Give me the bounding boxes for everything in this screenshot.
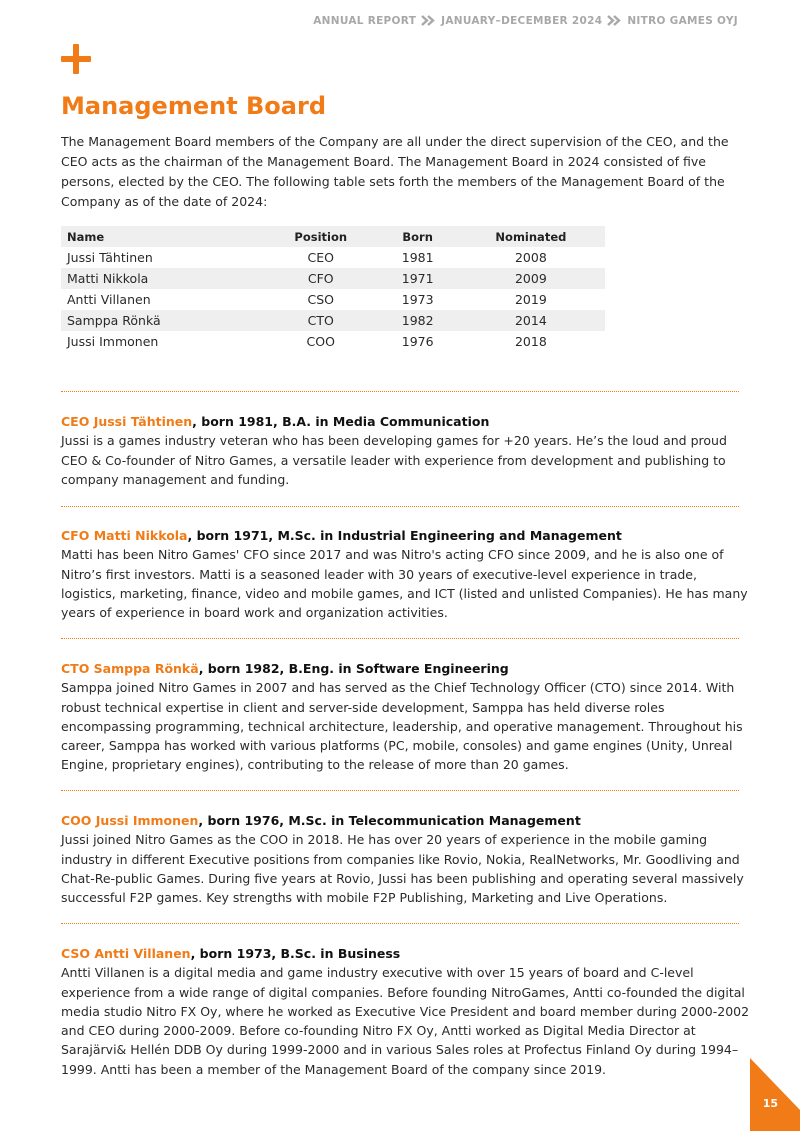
bio-details: , born 1973, B.Sc. in Business xyxy=(190,946,401,961)
table-row xyxy=(61,331,605,352)
bio-text: Jussi is a games industry veteran who has been developing games for +20 years. He’s the loud and proud CEO & Co-founder of Nitro Games, a versatile leader with experience from development and publishing to company management and funding. xyxy=(61,433,727,487)
bio-name: CEO Jussi Tähtinen xyxy=(61,414,193,429)
bio-details: , born 1976, M.Sc. in Telecommunication Management xyxy=(198,813,581,828)
double-chevron-right-icon xyxy=(607,15,622,29)
table-header-row xyxy=(61,226,605,247)
page-title: Management Board xyxy=(61,92,327,120)
column-header-born: Born xyxy=(379,226,457,247)
column-header-position: Position xyxy=(263,226,379,247)
column-header-name: Name xyxy=(61,226,263,247)
bio-heading xyxy=(61,811,751,830)
bio-text: Matti has been Nitro Games' CFO since 2017 and was Nitro's acting CFO since 2009, and he is also one of Nitro’s first investors. Matti is a seasoned leader with 30 years of executive-level experience in trade, logistics, marketing, finance, video and mobile games, and ICT (listed and unlisted Companies). He has many years of experience in board work and organization activities. xyxy=(61,547,748,621)
bio-text: Jussi joined Nitro Games as the COO in 2018. He has over 20 years of experience in the mobile gaming industry in different Executive positions from companies like Rovio, Nokia, RealNetworks, Mr. Goodliving and Chat-Re-public Games. During five years at Rovio, Jussi has been publishing and operating several massively successful F2P games. Key strengths with mobile F2P Publishing, Marketing and Live Operations. xyxy=(61,832,744,906)
cell-nominated: 2009 xyxy=(457,268,605,289)
cell-born: 1973 xyxy=(401,292,434,307)
cell-nominated: 2014 xyxy=(457,310,605,331)
cell-position: CSO xyxy=(307,292,335,307)
cell-name: Matti Nikkola xyxy=(61,268,263,289)
bio-heading xyxy=(61,659,751,678)
bio-name: COO Jussi Immonen xyxy=(61,813,199,828)
cell-born: 1981 xyxy=(401,250,434,265)
bio-heading xyxy=(61,944,751,963)
cell-name: Jussi Tähtinen xyxy=(67,250,153,265)
bio-name: CTO Samppa Rönkä xyxy=(61,661,199,676)
cell-nominated: 2008 xyxy=(514,250,547,265)
table-row xyxy=(61,247,605,268)
bio-name: CFO Matti Nikkola xyxy=(61,528,188,543)
bio-details: , born 1982, B.Eng. in Software Engineering xyxy=(198,661,509,676)
cell-born: 1971 xyxy=(379,268,457,289)
intro-paragraph: The Management Board members of the Company are all under the direct supervision of the CEO, and the CEO acts as the chairman of the Management Board. The Management Board in 2024 consisted of five persons, elected by the CEO. The following table sets forth the members of the Management Board of the Company as of the date of 2024: xyxy=(61,134,729,209)
section-divider xyxy=(61,790,739,791)
bio-cso xyxy=(61,944,751,1079)
cell-born: 1976 xyxy=(401,334,434,349)
bio-cfo xyxy=(61,526,751,622)
bio-coo xyxy=(61,811,751,907)
bio-heading xyxy=(61,526,751,545)
section-divider xyxy=(61,506,739,507)
page-number: 15 xyxy=(762,1097,778,1110)
cell-position: CTO xyxy=(263,310,379,331)
cell-name: Jussi Immonen xyxy=(67,334,159,349)
cell-nominated: 2018 xyxy=(514,334,547,349)
bio-details: , born 1981, B.A. in Media Communication xyxy=(192,414,490,429)
header-company-label: NITRO GAMES OYJ xyxy=(627,15,738,27)
section-divider xyxy=(61,923,739,924)
header-period-label: JANUARY–DECEMBER 2024 xyxy=(441,15,603,27)
bio-details: , born 1971, M.Sc. in Industrial Engineering and Management xyxy=(187,528,622,543)
bio-text: Samppa joined Nitro Games in 2007 and has served as the Chief Technology Officer (CTO) since 2014. With robust technical expertise in client and server-side development, Samppa has held diverse roles encompassing programming, technical architecture, leadership, and operative management. Throughout his career, Samppa has worked with various platforms (PC, mobile, consoles) and game engines (Unity, Unreal Engine, proprietary engines), contributing to the release of more than 20 games. xyxy=(61,680,743,773)
column-header-nominated: Nominated xyxy=(457,226,605,247)
bio-cto xyxy=(61,659,751,775)
bio-name: CSO Antti Villanen xyxy=(61,946,191,961)
header-report-label: ANNUAL REPORT xyxy=(313,15,417,27)
double-chevron-right-icon xyxy=(421,15,436,29)
cell-position: CFO xyxy=(263,268,379,289)
section-divider xyxy=(61,638,739,639)
cell-name: Antti Villanen xyxy=(67,292,151,307)
cell-name: Samppa Rönkä xyxy=(61,310,263,331)
cell-born: 1982 xyxy=(379,310,457,331)
bio-heading xyxy=(61,412,751,431)
page-corner-tab xyxy=(750,1058,800,1131)
cell-position: CEO xyxy=(307,250,334,265)
cell-nominated: 2019 xyxy=(514,292,547,307)
section-divider xyxy=(61,391,739,392)
bio-text: Antti Villanen is a digital media and game industry executive with over 15 years of board and C-level experience from a wide range of digital companies. Before founding NitroGames, Antti co-founded the digital media studio Nitro FX Oy, where he worked as Executive Vice President and board member during 2000-2002 and CEO during 2000-2009. Before co-founding Nitro FX Oy, Antti worked as Digital Media Director at Sarajärvi& Hellén DDB Oy during 1999-2000 and in various Sales roles at Profectus Finland Oy during 1994–1999. Antti has been a member of the Management Board of the company since 2019. xyxy=(61,965,750,1077)
bio-ceo xyxy=(61,412,751,489)
running-header xyxy=(313,15,738,29)
table-row xyxy=(61,289,605,310)
management-board-table xyxy=(61,226,605,352)
table-row xyxy=(61,268,605,289)
table-row xyxy=(61,310,605,331)
plus-icon xyxy=(61,44,91,74)
cell-position: COO xyxy=(306,334,335,349)
